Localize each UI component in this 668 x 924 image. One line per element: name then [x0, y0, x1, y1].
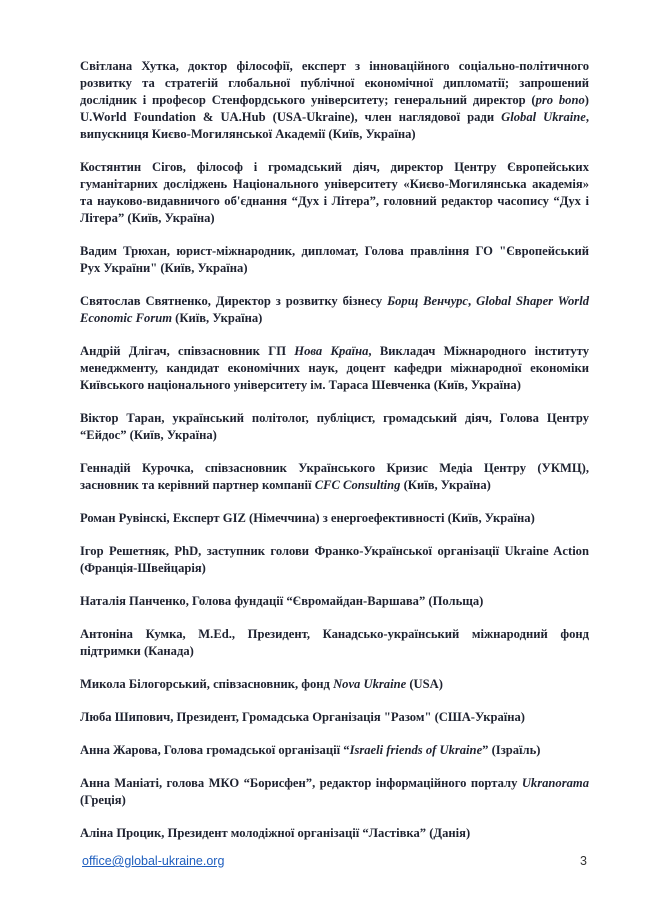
entry-text: , випускниця Києво-Могилянської Академії (Київ, Україна): [80, 110, 589, 141]
entry-text: Наталія Панченко, Голова фундації “Євромайдан-Варшава” (Польща): [80, 594, 484, 608]
entry-text: , Викладач Міжнародного інституту менеджменту, кандидат економічних наук, доцент кафедри міжнародної економіки Київського національного університету ім. Тараса Шевченка (Київ, Україна): [80, 344, 589, 392]
entry-text: ,: [468, 294, 477, 308]
entry-text: Люба Шипович, Президент, Громадська Організація "Разом" (США-Україна): [80, 710, 525, 724]
signatory-entry: [80, 410, 589, 444]
italic-organization-name: Global Shaper World Economic Forum: [80, 294, 590, 325]
entry-text: Вадим Трюхан, юрист-міжнародник, дипломат, Голова правління ГО "Європейський Рух України" (Київ, Україна): [80, 244, 589, 275]
signatory-entry: [80, 825, 589, 842]
entry-text: Віктор Таран, український політолог, публіцист, громадський діяч, Голова Центру “Ейдос” (Київ, Україна): [80, 411, 589, 442]
italic-organization-name: Нова Країна: [294, 344, 369, 358]
signatory-entry: [80, 343, 589, 394]
signatory-entry: [80, 593, 589, 610]
italic-organization-name: Israeli friends of Ukraine: [349, 743, 483, 757]
signatory-entry: [80, 709, 589, 726]
entry-text: ) U.World Foundation & UA.Hub (USA-Ukraine), член наглядової ради: [80, 93, 589, 124]
signatory-entry: [80, 293, 589, 327]
italic-organization-name: CFC Consulting: [314, 478, 401, 492]
entry-text: Микола Білогорський, співзасновник, фонд: [80, 677, 334, 691]
entry-text: ” (Ізраїль): [482, 743, 541, 757]
signatory-entry: [80, 58, 589, 143]
signatory-entry: [80, 460, 589, 494]
entry-text: Андрій Длігач, співзасновник ГП: [80, 344, 295, 358]
signatories-list: [80, 58, 589, 858]
entry-text: (USA): [406, 677, 443, 691]
signatory-entry: [80, 510, 589, 527]
footer-email-link[interactable]: office@global-ukraine.org: [82, 854, 225, 868]
signatory-entry: [80, 775, 589, 809]
entry-text: Костянтин Сігов, філософ і громадський діяч, директор Центру Європейських гуманітарних досліджень Національного університету «Києво-Могилянська академія» та науково-видавничого об'єднання “Дух і Літера”, головний редактор часопису “Дух і Літера” (Київ, Україна): [80, 160, 589, 225]
italic-organization-name: Global Ukraine: [501, 110, 586, 124]
signatory-entry: [80, 676, 589, 693]
signatory-entry: [80, 159, 589, 227]
entry-text: Антоніна Кумка, M.Ed., Президент, Канадсько-український міжнародний фонд підтримки (Канада): [80, 627, 589, 658]
entry-text: Аліна Процик, Президент молодіжної організації “Ластівка” (Данія): [80, 826, 471, 840]
page-number: 3: [580, 854, 587, 868]
entry-text: Анна Жарова, Голова громадської організації “: [80, 743, 350, 757]
signatory-entry: [80, 243, 589, 277]
italic-organization-name: Ukranorama: [521, 776, 589, 790]
signatory-entry: [80, 742, 589, 759]
entry-text: Анна Маніаті, голова МКО “Борисфен”, редактор інформаційного порталу: [80, 776, 522, 790]
entry-text: (Греція): [80, 793, 126, 807]
italic-organization-name: pro bono: [535, 93, 585, 107]
entry-text: Роман Рувінскі, Експерт GIZ (Німеччина) з енергоефективності (Київ, Україна): [80, 511, 535, 525]
entry-text: Геннадій Курочка, співзасновник Українського Кризис Медіа Центру (УКМЦ), засновник та керівний партнер компанії: [80, 461, 589, 492]
entry-text: (Київ, Україна): [400, 478, 491, 492]
entry-text: Світлана Хутка, доктор філософії, експерт з інноваційного соціально-політичного розвитку та стратегій глобальної публічної економічної дипломатії; запрошений дослідник і професор Стенфордського університету; генеральний директор (: [80, 59, 589, 107]
entry-text: Святослав Святненко, Директор з розвитку бізнесу: [80, 294, 388, 308]
signatory-entry: [80, 543, 589, 577]
italic-organization-name: Nova Ukraine: [333, 677, 407, 691]
italic-organization-name: Борщ Венчурс: [387, 294, 469, 308]
entry-text: Ігор Решетняк, PhD, заступник голови Франко-Української організації Ukraine Action (Франція-Швейцарія): [80, 544, 589, 575]
signatory-entry: [80, 626, 589, 660]
entry-text: (Київ, Україна): [172, 311, 263, 325]
